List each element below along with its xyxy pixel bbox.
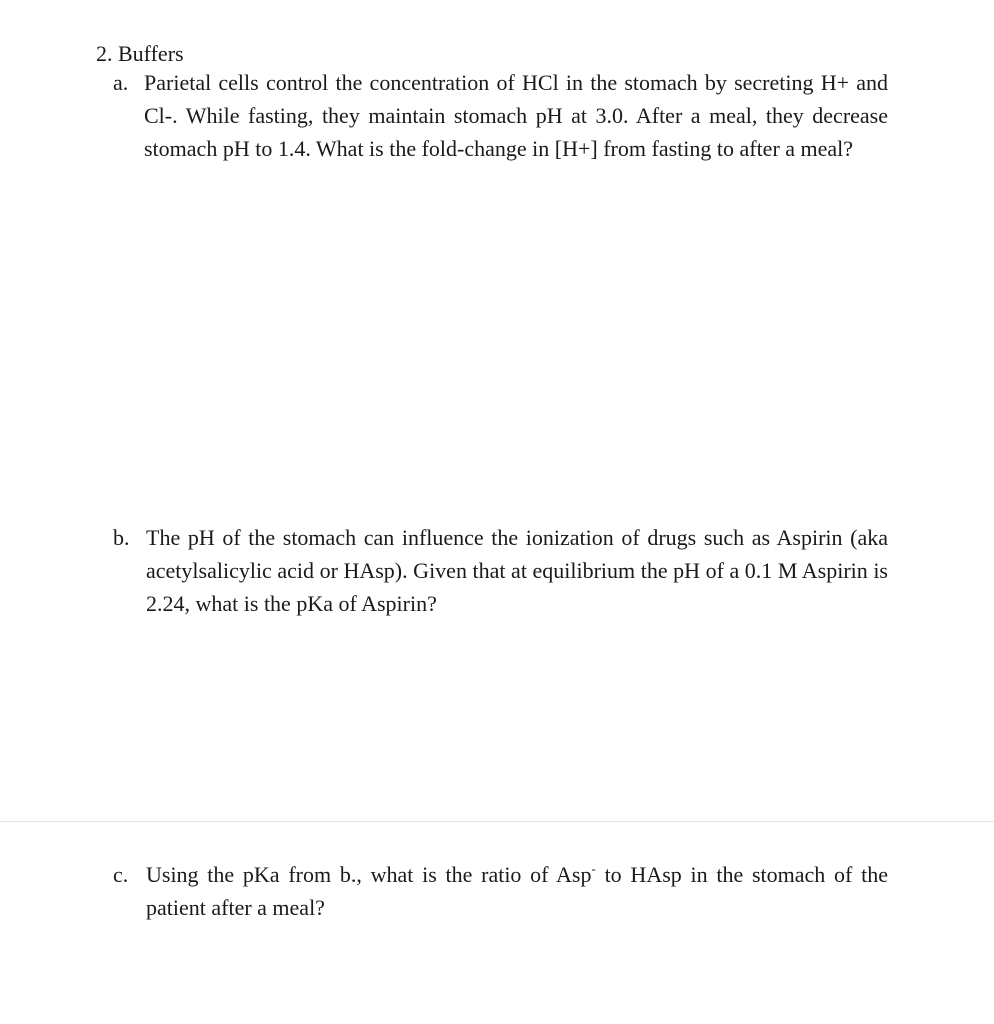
question-b-text: The pH of the stomach can influence the ionization of drugs such as Aspirin (aka acetylsalicylic acid or HAsp). Given that at equilibrium the pH of a 0.1 M Aspirin is 2.24, what is the pKa of Aspirin? [146, 525, 888, 616]
question-c-marker: c. [113, 862, 129, 887]
question-a-text: Parietal cells control the concentration of HCl in the stomach by secreting H+ and Cl-. While fasting, they maintain stomach pH at 3.0. After a meal, they decrease stomach pH to 1.4. What is the fold-change in [H+] from fasting to after a meal? [144, 70, 888, 161]
section-divider [0, 821, 994, 822]
question-c-text [146, 858, 888, 924]
question-c-superscript: - [591, 861, 596, 876]
section-heading: 2. Buffers [96, 41, 184, 66]
question-a-marker: a. [113, 70, 129, 95]
question-b-marker: b. [113, 525, 130, 550]
question-c-text-after: to HAsp in the stomach of the patient after a meal? [146, 862, 888, 920]
question-c-text-before: Using the pKa from b., what is the ratio of Asp [146, 862, 592, 887]
